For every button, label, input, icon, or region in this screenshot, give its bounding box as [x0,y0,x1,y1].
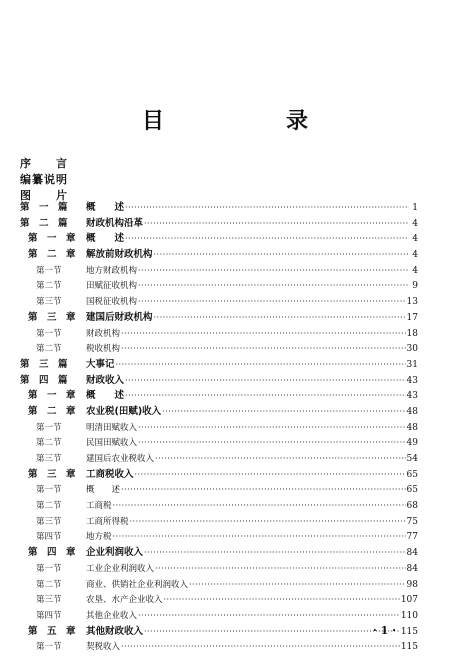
toc-entry-zhang [20,247,418,263]
toc-entry-jie [20,341,418,357]
toc-entry-title: 企业利润收入 [86,547,144,559]
toc-entry-title: 概 述 [86,485,121,496]
leader-dots [121,639,400,655]
toc-entry-title: 税收机构 [86,344,121,355]
toc-entry-jie [20,278,418,294]
toc-entry-label: 第 一 章 [28,233,76,245]
front-matter-item: 图 片 [20,189,68,202]
toc-entry-title: 田赋征收机构 [86,281,138,292]
toc-entry-page: 43 [406,391,418,402]
leader-dots [138,608,400,624]
toc-entry-jie [20,577,418,593]
toc-entry-label: 第一节 [36,422,62,433]
leader-dots [144,624,400,640]
toc-entry-label: 第三节 [36,595,62,606]
toc-entry-page: 31 [406,359,418,370]
toc-entry-title: 工商所得税 [86,516,129,527]
toc-entry-jie [20,435,418,451]
toc-entry-zhang [20,310,418,326]
toc-entry-label: 第 四 篇 [20,374,68,386]
leader-dots [121,341,406,357]
toc-entry-title: 解放前财政机构 [86,249,153,261]
toc-entry-label: 第一节 [36,328,62,339]
leader-dots [144,216,409,232]
toc-entry-title: 概 述 [86,233,125,245]
toc-entry-pian [20,373,418,389]
front-matter-list [20,156,68,204]
toc-entry-jie [20,420,418,436]
toc-entry-label: 第四节 [36,610,62,621]
page-title: 目 录 [141,109,358,134]
leader-dots [164,592,400,608]
toc-entry-title: 其他企业收入 [86,610,138,621]
toc-entry-pian [20,200,418,216]
leader-dots [144,545,406,561]
leader-dots [116,357,406,373]
toc-entry-title: 财政收入 [86,374,125,386]
toc-entry-title: 工商税收入 [86,468,134,480]
leader-dots [138,263,409,279]
toc-entry-label: 第四节 [36,532,62,543]
toc-entry-jie [20,482,418,498]
leader-dots [121,482,406,498]
toc-entry-jie [20,451,418,467]
toc-entry-title: 建国后财政机构 [86,311,153,323]
toc-entry-page: 4 [412,218,418,229]
toc-entry-title: 地方税 [86,532,112,543]
toc-entry-label: 第一节 [36,265,62,276]
toc-entry-jie [20,514,418,530]
toc-entry-title: 商业、供销社企业利润收入 [86,579,189,590]
toc-entry-page: 4 [412,265,418,276]
toc-entry-title: 契税收入 [86,642,121,653]
toc-entry-title: 地方财政机构 [86,265,138,276]
toc-entry-jie [20,561,418,577]
toc-entry-page: 115 [400,626,418,637]
toc-entry-page: 115 [400,642,418,653]
toc-entry-jie [20,326,418,342]
toc-entry-jie [20,498,418,514]
toc-entry-page: 4 [412,250,418,261]
leader-dots [125,231,409,247]
toc-entry-label: 第 三 章 [28,468,76,480]
toc-entry-zhang [20,388,418,404]
toc-entry-pian [20,357,418,373]
leader-dots [154,247,409,263]
toc-entry-page: 13 [406,297,418,308]
toc-entry-page: 54 [406,454,418,464]
toc-entry-title: 工业企业利润收入 [86,563,155,574]
leader-dots [113,498,406,514]
toc-entry-label: 第三节 [36,516,62,527]
toc-entry-page: 43 [406,375,418,386]
front-matter-item: 编纂说明 [20,173,68,186]
leader-dots [155,451,406,467]
toc-entry-jie [20,592,418,608]
toc-entry-title: 民国田赋收入 [86,438,138,449]
leader-dots [138,294,406,310]
toc-entry-page: 9 [412,281,418,292]
leader-dots [125,373,406,389]
toc-entry-title: 国税征收机构 [86,297,138,308]
toc-entry-page: 4 [412,234,418,245]
toc-entry-title: 其他财政收入 [86,625,144,637]
toc-entry-jie [20,608,418,624]
toc-entry-label: 第 一 章 [28,390,76,402]
toc-entry-title: 工商税 [86,501,112,512]
toc-entry-zhang [20,545,418,561]
toc-entry-label: 第一节 [36,642,62,653]
leader-dots [138,278,409,294]
toc-entry-jie [20,294,418,310]
toc-entry-label: 第 四 章 [28,547,76,559]
leader-dots [125,200,409,216]
toc-entry-label: 第 二 章 [28,405,76,417]
leader-dots [155,561,406,577]
toc-entry-page: 75 [406,516,418,527]
leader-dots [125,388,406,404]
toc-entry-page: 84 [406,563,418,574]
toc-entry-label: 第二节 [36,501,62,512]
toc-entry-page: 49 [406,438,418,449]
toc-entry-jie [20,639,418,655]
toc-entry-zhang [20,467,418,483]
page-number: · 1 · [373,624,396,637]
toc-entry-page: 98 [406,579,418,590]
toc-entry-title: 明清田赋收入 [86,422,138,433]
toc-list [20,200,418,655]
toc-entry-page: 1 [412,203,418,213]
toc-entry-page: 77 [406,532,418,543]
toc-entry-jie [20,529,418,545]
toc-entry-page: 48 [406,406,418,417]
toc-entry-pian [20,216,418,232]
toc-entry-label: 第 三 章 [28,311,76,323]
toc-entry-page: 110 [400,610,418,621]
leader-dots [154,310,406,326]
toc-entry-title: 财政机构 [86,328,121,339]
toc-entry-title: 农垦、水产企业收入 [86,595,163,606]
toc-entry-page: 84 [406,548,418,559]
toc-entry-page: 65 [406,485,418,496]
toc-entry-jie [20,263,418,279]
leader-dots [135,467,406,483]
toc-entry-label: 第 二 篇 [20,217,68,229]
toc-entry-label: 第二节 [36,579,62,590]
leader-dots [138,435,406,451]
toc-entry-page: 17 [406,312,418,323]
front-matter-item: 序 言 [20,157,68,170]
leader-dots [121,326,406,342]
toc-entry-page: 107 [400,595,418,606]
toc-entry-zhang [20,231,418,247]
leader-dots [189,577,406,593]
toc-entry-title: 大事记 [86,358,115,370]
toc-entry-label: 第二节 [36,344,62,355]
toc-entry-title: 农业税(田赋)收入 [86,405,162,417]
toc-entry-title: 财政机构沿革 [86,217,144,229]
toc-entry-label: 第 二 章 [28,249,76,261]
toc-entry-title: 建国后农业税收入 [86,454,155,464]
leader-dots [162,404,405,420]
toc-entry-page: 18 [406,328,418,339]
toc-entry-page: 48 [406,422,418,433]
toc-entry-label: 第一节 [36,563,62,574]
toc-entry-label: 第 五 章 [28,625,76,637]
toc-entry-label: 第 三 篇 [20,358,68,370]
toc-entry-label: 第三节 [36,454,62,464]
toc-entry-label: 第 一 篇 [20,202,68,213]
toc-entry-page: 65 [406,469,418,480]
leader-dots [138,420,406,436]
leader-dots [113,529,406,545]
toc-entry-title: 概 述 [86,202,125,213]
toc-entry-title: 概 述 [86,390,125,402]
toc-entry-page: 68 [406,501,418,512]
toc-entry-label: 第三节 [36,297,62,308]
toc-entry-label: 第二节 [36,438,62,449]
toc-entry-page: 30 [406,344,418,355]
leader-dots [130,514,406,530]
toc-entry-label: 第一节 [36,485,62,496]
toc-entry-zhang [20,404,418,420]
toc-entry-label: 第二节 [36,281,62,292]
toc-entry-zhang [20,624,418,640]
